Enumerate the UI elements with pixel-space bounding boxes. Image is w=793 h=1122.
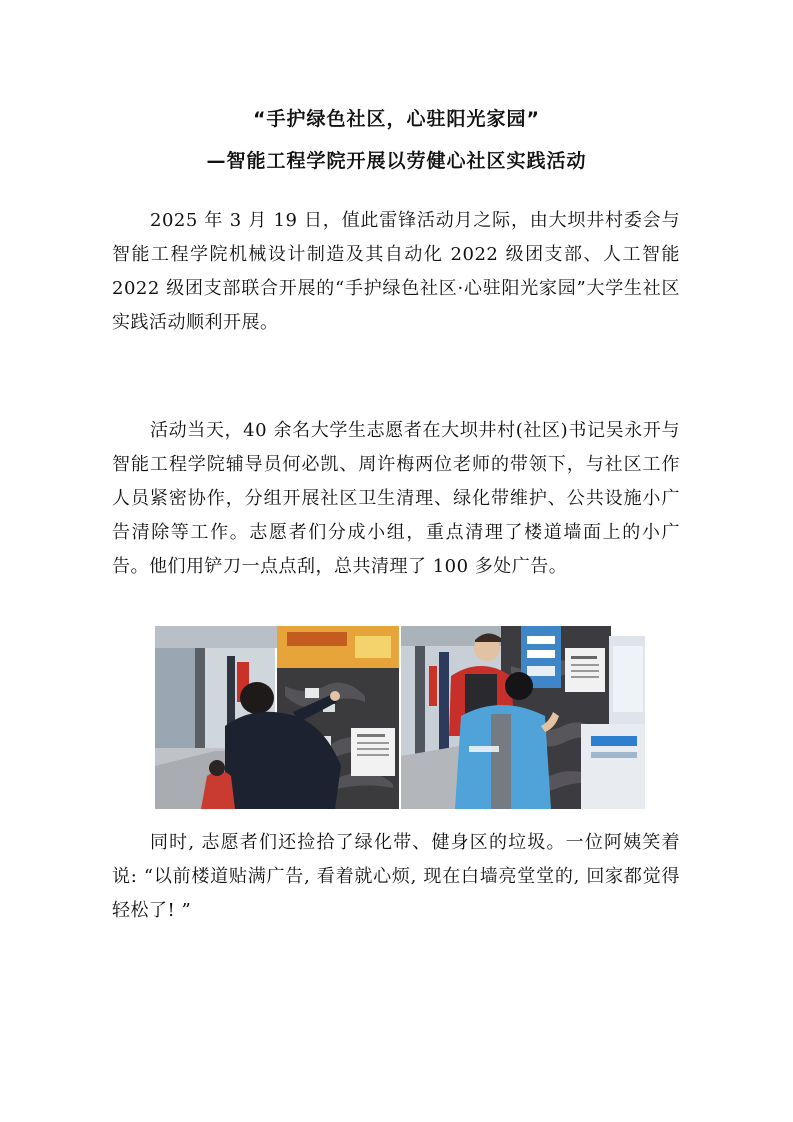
paragraph-resident-quote: 同时, 志愿者们还捡拾了绿化带、健身区的垃圾。一位阿姨笑着说: “以前楼道贴满广告, 看着就心烦, 现在白墙亮堂堂的, 回家都觉得轻松了! ” [112,832,680,921]
subtitle: —智能工程学院开展以劳健心社区实践活动 [206,150,587,172]
paragraph-activity: 活动当天，40 余名大学生志愿者在大坝井村(社区)书记吴永开与智能工程学院辅导员何必凯、周许梅两位老师的带领下，与社区工作人员紧密协作，分组开展社区卫生清理、绿化带维护、公共设施小广告清除等工作。志愿者们分成小组，重点清理了楼道墙面上的小广告。他们用铲刀一点点刮，总共清理了 100 多处广告。 [112,420,680,577]
paragraph-intro: 2025 年 3 月 19 日，值此雷锋活动月之际，由大坝井村委会与智能工程学院机械设计制造及其自动化 2022 级团支部、人工智能 2022 级团支部联合开展的“手护绿色社区·心驻阳光家园”大学生社区实践活动顺利开展。 [112,210,680,333]
main-title: “手护绿色社区，心驻阳光家园” [253,108,540,130]
photo-volunteer-scraping [155,626,399,809]
photo-volunteers-cleaning [401,626,645,809]
